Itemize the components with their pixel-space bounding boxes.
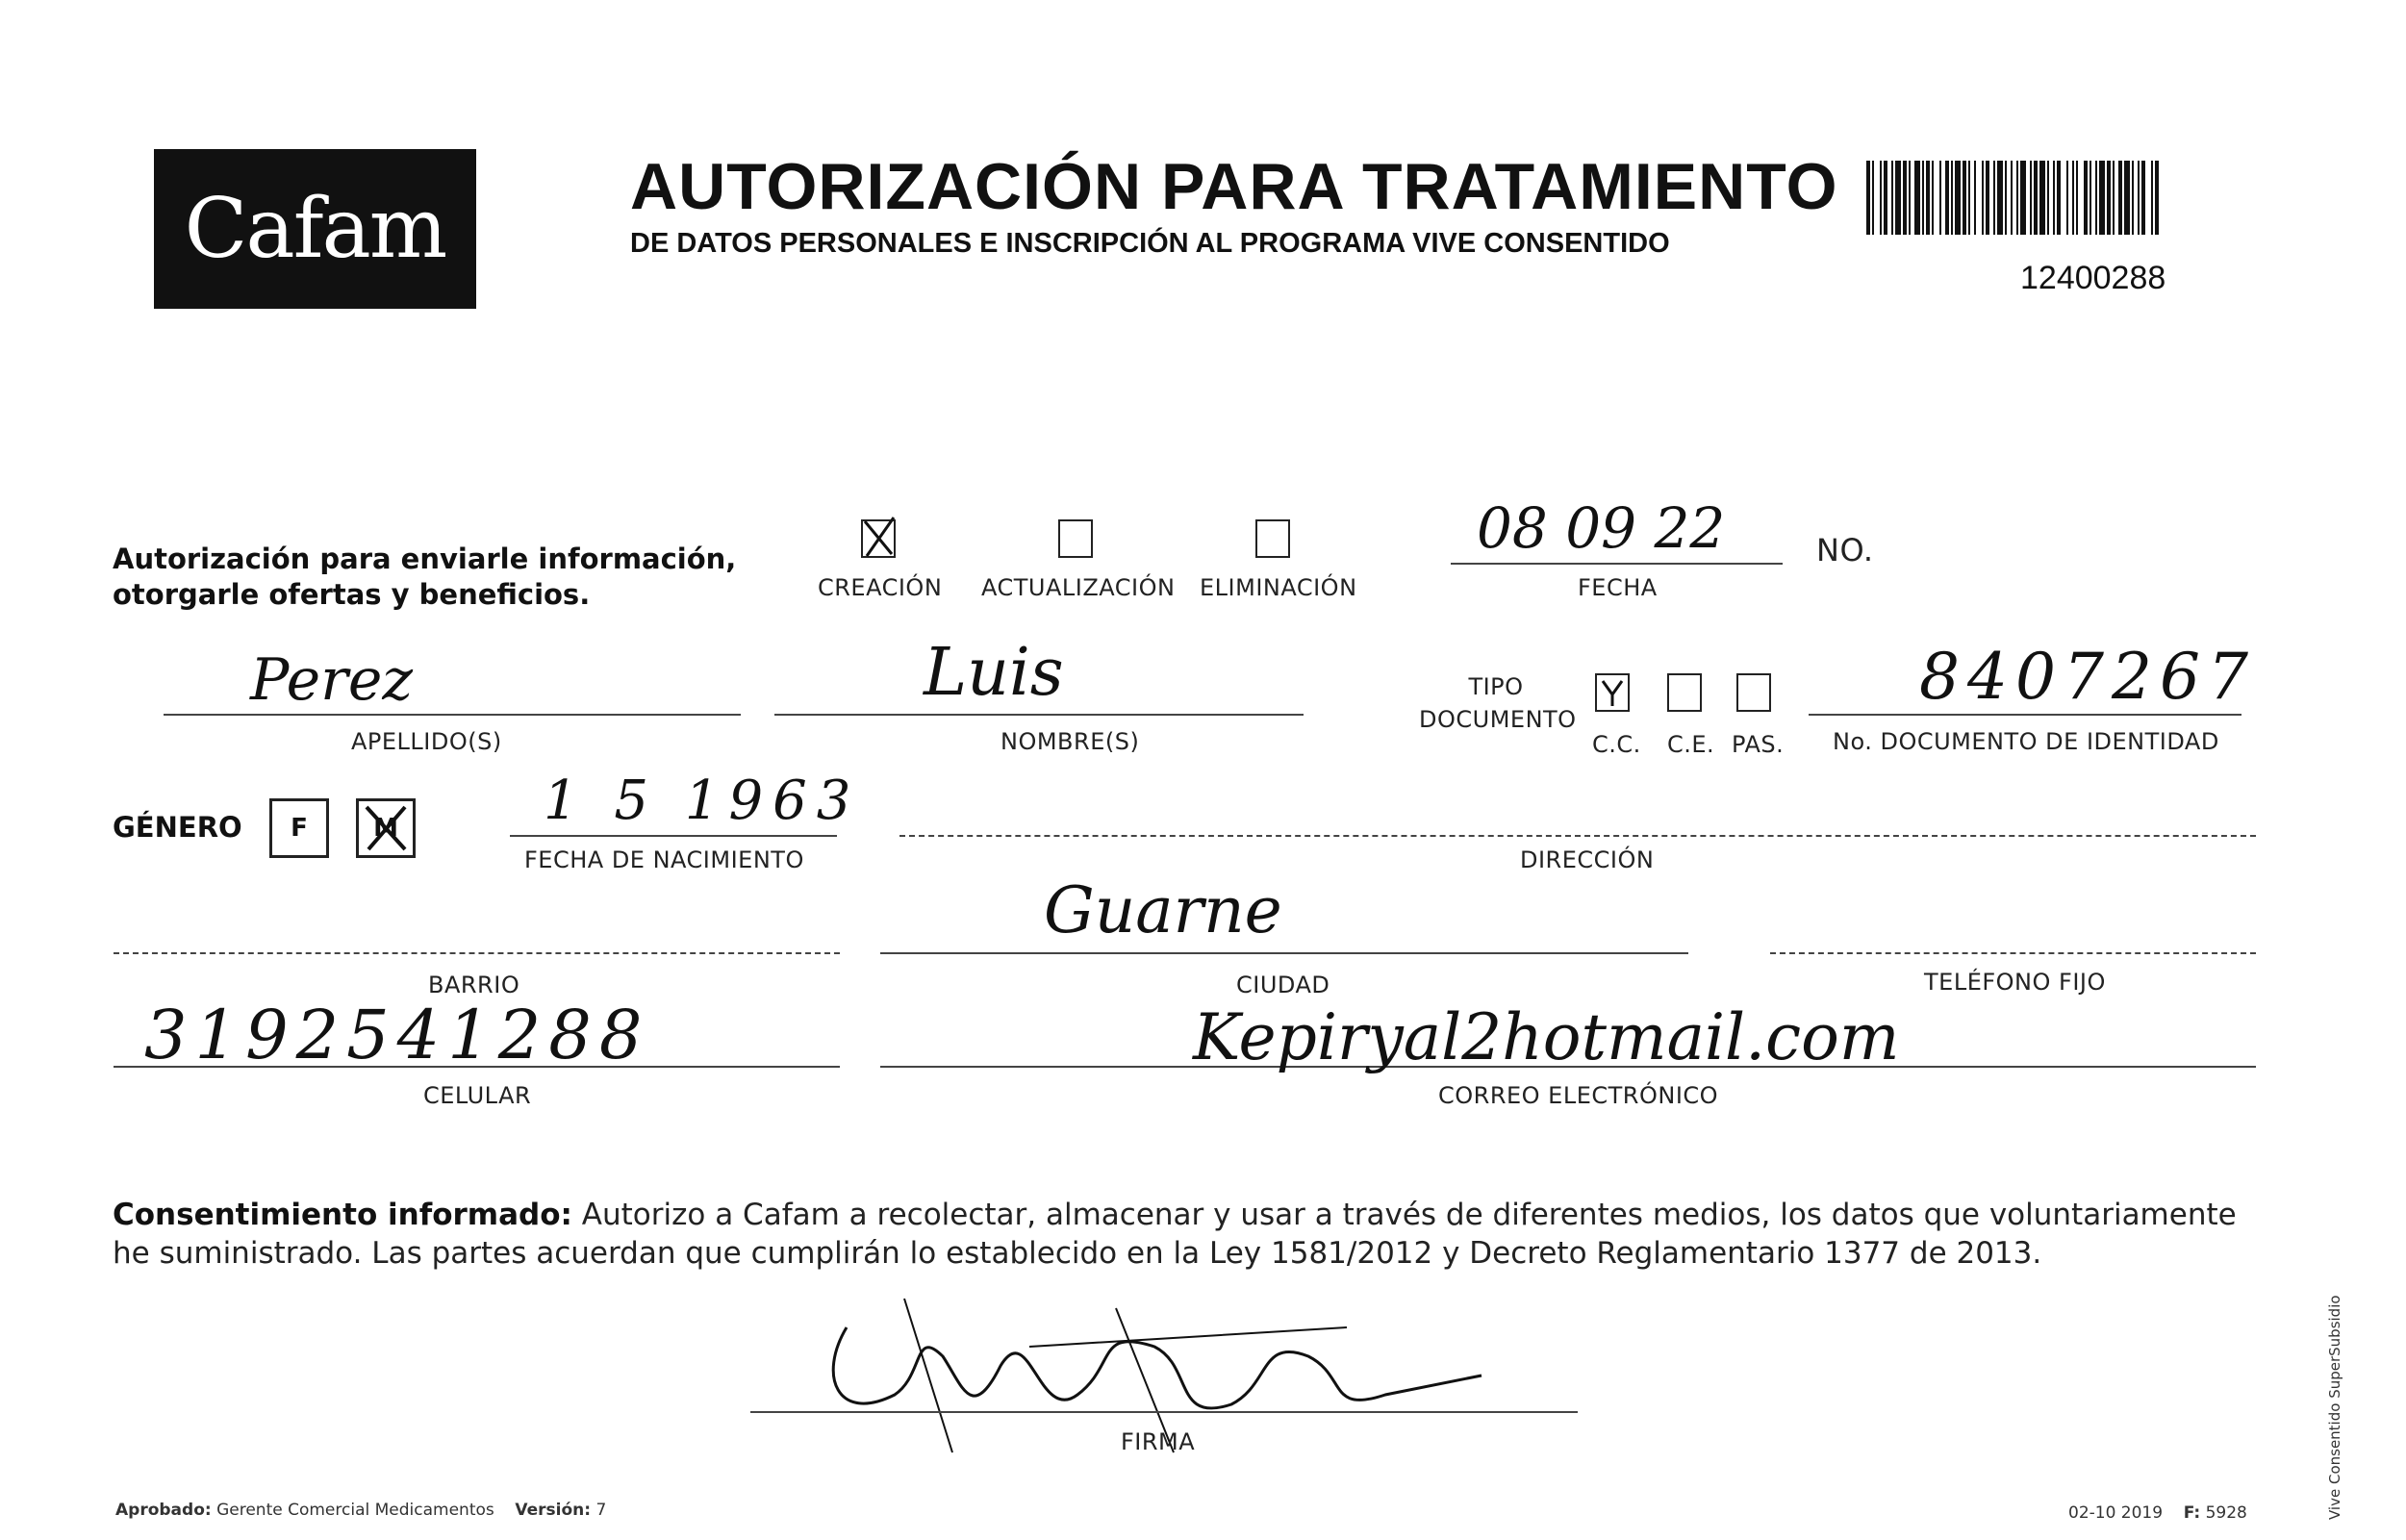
cc-label: C.C. xyxy=(1592,731,1641,758)
authorization-prompt: Autorización para enviarle información, otorgarle ofertas y beneficios. xyxy=(113,543,737,611)
barcode-bar xyxy=(2016,161,2018,235)
barcode-bar xyxy=(1986,161,1989,235)
surname-value: Perez xyxy=(250,646,413,714)
barcode-bar xyxy=(1955,161,1961,235)
barcode-bar xyxy=(2151,161,2153,235)
check-mark-icon xyxy=(863,516,894,550)
landline-line xyxy=(1770,952,2256,954)
logo-text: Cafam xyxy=(184,181,446,277)
barcode-bar xyxy=(2011,161,2013,235)
pas-checkbox[interactable] xyxy=(1736,673,1771,712)
doc-type-label: TIPO DOCUMENTO xyxy=(1419,673,1577,733)
barcode-bar xyxy=(2030,161,2032,235)
birth-label: FECHA DE NACIMIENTO xyxy=(524,846,804,873)
doc-number-label: No. DOCUMENTO DE IDENTIDAD xyxy=(1833,728,2219,755)
barcode-bar xyxy=(2039,161,2045,235)
barcode-bar xyxy=(1922,161,1924,235)
barcode-bar xyxy=(2034,161,2038,235)
barcode-bar xyxy=(2057,161,2061,235)
creacion-label: CREACIÓN xyxy=(818,574,943,601)
ce-label: C.E. xyxy=(1667,731,1715,758)
email-value: Kepiryal2hotmail.com xyxy=(1193,1000,1900,1074)
barcode-bar xyxy=(2124,161,2130,235)
actualizacion-checkbox[interactable] xyxy=(1058,519,1093,558)
form-label: F: xyxy=(2183,1503,2201,1523)
date-value: 08 09 22 xyxy=(1477,495,1726,561)
signature-line xyxy=(750,1411,1578,1413)
date-label: FECHA xyxy=(1578,574,1658,601)
barcode-bar xyxy=(2072,161,2074,235)
city-label: CIUDAD xyxy=(1236,972,1330,998)
barcode-bar xyxy=(1963,161,1966,235)
name-label: NOMBRE(S) xyxy=(1000,728,1140,755)
barcode-number: 12400288 xyxy=(2020,260,2166,296)
barcode-bar xyxy=(2095,161,2097,235)
no-label: NO. xyxy=(1816,532,1874,568)
barcode-bar xyxy=(1974,161,1976,235)
actualizacion-label: ACTUALIZACIÓN xyxy=(981,574,1176,601)
footer-date: 02-10 2019 xyxy=(2068,1503,2164,1523)
barcode-bar xyxy=(2020,161,2026,235)
side-brand-text: Vive Consentido SuperSubsidio xyxy=(2326,1295,2343,1520)
barcode-bar xyxy=(1903,161,1907,235)
cc-checkbox[interactable] xyxy=(1595,673,1630,712)
barcode-bar xyxy=(1939,161,1941,235)
barcode-bar xyxy=(1926,161,1930,235)
barcode-bar xyxy=(2155,161,2159,235)
gender-label: GÉNERO xyxy=(113,811,242,844)
check-mark-icon xyxy=(1597,675,1628,710)
eliminacion-label: ELIMINACIÓN xyxy=(1200,574,1357,601)
address-label: DIRECCIÓN xyxy=(1520,846,1655,873)
barcode-bar xyxy=(2132,161,2134,235)
barcode-bar xyxy=(2089,161,2091,235)
barcode-bar xyxy=(1880,161,1882,235)
signature-label: FIRMA xyxy=(1121,1428,1196,1455)
barcode-bar xyxy=(1993,161,1995,235)
barcode-bar xyxy=(1997,161,2003,235)
consent-paragraph xyxy=(113,1196,2258,1273)
pas-label: PAS. xyxy=(1732,731,1785,758)
approved-label: Aprobado: xyxy=(115,1501,212,1520)
barcode-bar xyxy=(2005,161,2007,235)
barcode-bar xyxy=(1891,161,1893,235)
creacion-checkbox[interactable] xyxy=(861,519,896,558)
version-label: Versión: xyxy=(515,1501,592,1520)
barcode-bar xyxy=(1968,161,1970,235)
barcode-bar xyxy=(1866,161,1870,235)
cafam-logo xyxy=(154,149,476,309)
barcode-bar xyxy=(1872,161,1874,235)
mobile-label: CELULAR xyxy=(423,1082,532,1109)
landline-label: TELÉFONO FIJO xyxy=(1924,969,2106,996)
barcode xyxy=(1866,161,2251,235)
barcode-bar xyxy=(1914,161,1920,235)
city-value: Guarne xyxy=(1044,873,1282,947)
doc-number-value: 8407267 xyxy=(1919,640,2256,714)
barcode-bar xyxy=(2138,161,2140,235)
barcode-bar xyxy=(2099,161,2105,235)
birth-line xyxy=(510,835,837,837)
ce-checkbox[interactable] xyxy=(1667,673,1702,712)
barcode-bar xyxy=(2066,161,2068,235)
email-label: CORREO ELECTRÓNICO xyxy=(1438,1082,1719,1109)
gender-f-checkbox[interactable] xyxy=(269,798,329,858)
barcode-bar xyxy=(1945,161,1949,235)
consent-heading: Consentimiento informado: xyxy=(113,1198,572,1232)
form-subtitle: DE DATOS PERSONALES E INSCRIPCIÓN AL PROGRAMA VIVE CONSENTIDO xyxy=(630,228,1670,259)
form-title: AUTORIZACIÓN PARA TRATAMIENTO xyxy=(630,150,1838,223)
surname-line xyxy=(164,714,741,716)
gender-m-label: M xyxy=(373,814,398,843)
barcode-bar xyxy=(2113,161,2115,235)
approved-value: Gerente Comercial Medicamentos xyxy=(216,1501,494,1520)
consent-text: Autorizo a Cafam a recolectar, almacenar y usar a través de diferentes medios, los datos que voluntariamente he suministrado. Las partes acuerdan que cumplirán lo establecido en la Ley 1581/2012 y Decreto Reglamentario 1377 de 2013. xyxy=(113,1198,2237,1271)
form-value: 5928 xyxy=(2205,1503,2247,1523)
barcode-bar xyxy=(2141,161,2145,235)
barcode-bar xyxy=(2118,161,2122,235)
barcode-bar xyxy=(1884,161,1887,235)
eliminacion-checkbox[interactable] xyxy=(1255,519,1290,558)
footer-date-form xyxy=(2068,1503,2247,1523)
city-line xyxy=(880,952,1688,954)
neighborhood-label: BARRIO xyxy=(428,972,520,998)
neighborhood-line xyxy=(114,952,840,954)
birth-value: 1 5 1963 xyxy=(544,770,861,832)
surname-label: APELLIDO(S) xyxy=(351,728,502,755)
name-value: Luis xyxy=(924,635,1064,711)
barcode-bar xyxy=(2047,161,2049,235)
date-line xyxy=(1451,563,1783,565)
address-line xyxy=(899,835,2256,837)
gender-f-label: F xyxy=(291,814,308,843)
barcode-bar xyxy=(1932,161,1934,235)
barcode-bar xyxy=(2076,161,2078,235)
barcode-bar xyxy=(2053,161,2055,235)
barcode-bar xyxy=(2084,161,2088,235)
mobile-value: 3192541288 xyxy=(144,996,650,1074)
check-mark-icon xyxy=(359,801,413,855)
version-value: 7 xyxy=(595,1501,607,1520)
footer-approved xyxy=(115,1501,606,1520)
doc-number-line xyxy=(1809,714,2241,716)
barcode-bar xyxy=(1982,161,1984,235)
barcode-bar xyxy=(1909,161,1911,235)
gender-m-checkbox[interactable] xyxy=(356,798,416,858)
barcode-bar xyxy=(1951,161,1953,235)
barcode-bar xyxy=(2107,161,2111,235)
barcode-bar xyxy=(1895,161,1901,235)
name-line xyxy=(774,714,1304,716)
